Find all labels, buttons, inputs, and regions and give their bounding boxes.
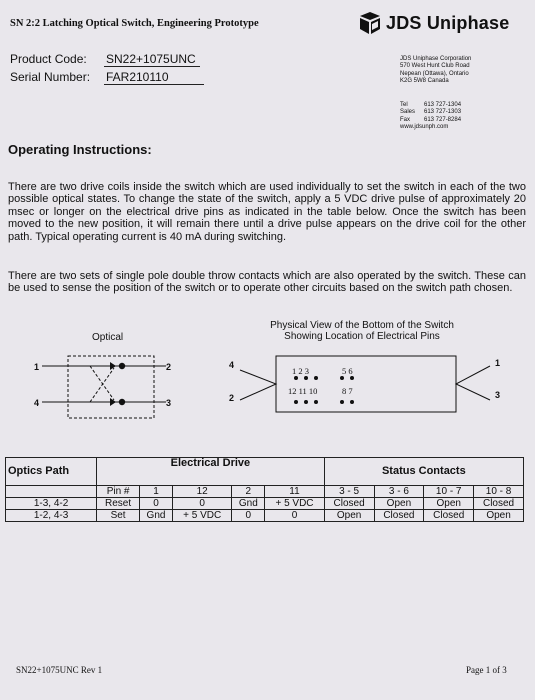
table-cell: Reset (97, 498, 140, 510)
electrical-drive-table (5, 457, 524, 522)
product-code-value: SN22+1075UNC (104, 52, 200, 67)
document-title: SN 2:2 Latching Optical Switch, Engineering Prototype (10, 18, 259, 29)
footer-page-number: Page 1 of 3 (466, 665, 507, 675)
table-cell: 1 (140, 486, 173, 498)
table-cell: Gnd (232, 498, 265, 510)
contact-value: 613 727-1303 (424, 109, 462, 116)
address-line: Nepean (Ottawa), Ontario (400, 70, 469, 77)
instructions-paragraph-2: There are two sets of single pole double throw contacts which are also operated by the switch. These can be used to sense the position of the switch or to operate other circuits based on the switch path chosen. (8, 270, 526, 295)
table-cell: Open (374, 498, 424, 510)
table-cell: 3 - 5 (324, 486, 374, 498)
table-cell (6, 486, 97, 498)
table-cell: Open (474, 510, 524, 522)
table-cell: Open (424, 498, 474, 510)
port-label: 1 (495, 358, 501, 368)
table-row (6, 486, 524, 498)
table-row (6, 510, 524, 522)
table-cell: 10 - 8 (474, 486, 524, 498)
company-logo (358, 12, 509, 34)
port-label: 3 (495, 390, 501, 400)
table-cell: + 5 VDC (265, 498, 324, 510)
table-cell: 0 (172, 498, 231, 510)
table-cell: 0 (265, 510, 324, 522)
table-header-row (6, 458, 524, 486)
table-cell: Closed (374, 510, 424, 522)
table-cell: Gnd (140, 510, 173, 522)
pin-labels-bottom-left: 12 11 10 (288, 386, 318, 396)
status-contacts-header: Status Contacts (324, 458, 523, 486)
port-label: 1 (34, 362, 40, 372)
contact-value: 613 727-8284 (424, 116, 462, 123)
address-line: K2G 5W8 Canada (400, 78, 449, 85)
pin-labels-top-left: 1 2 3 (292, 366, 309, 376)
table-cell: Pin # (97, 486, 140, 498)
brand-name: JDS Uniphase (386, 12, 510, 33)
serial-number-label: Serial Number: (10, 70, 91, 84)
physical-title-line: Physical View of the Bottom of the Switch (270, 320, 454, 331)
table-cell: 0 (232, 510, 265, 522)
physical-title-line: Showing Location of Electrical Pins (284, 331, 440, 342)
table-cell: 11 (265, 486, 324, 498)
optical-diagram-label: Optical (92, 332, 124, 343)
footer-part-number: SN22+1075UNC Rev 1 (16, 665, 103, 675)
table-cell: 3 - 6 (374, 486, 424, 498)
table-cell: 10 - 7 (424, 486, 474, 498)
address-line: 570 West Hunt Club Road (400, 63, 470, 70)
optics-path-header: Optics Path (6, 458, 97, 486)
table-cell: 12 (172, 486, 231, 498)
table-cell: Closed (324, 498, 374, 510)
table-cell: 1-2, 4-3 (6, 510, 97, 522)
table-cell: Closed (474, 498, 524, 510)
section-heading: Operating Instructions: (8, 142, 152, 157)
port-label: 3 (166, 398, 172, 408)
jds-logo-icon (358, 12, 382, 34)
address-line: JDS Uniphase Corporation (400, 56, 472, 62)
serial-number-value: FAR210110 (104, 70, 204, 85)
product-code-label: Product Code: (10, 52, 87, 66)
table-cell: Open (324, 510, 374, 522)
port-label: 4 (34, 398, 40, 408)
contact-label: Fax (400, 116, 411, 123)
electrical-drive-header: Electrical Drive (97, 458, 325, 486)
table-cell: Set (97, 510, 140, 522)
table-cell: + 5 VDC (172, 510, 231, 522)
port-label: 2 (166, 362, 172, 372)
port-label: 4 (229, 360, 235, 370)
pin-labels-bottom-right: 8 7 (342, 386, 353, 396)
pin-labels-top-right: 5 6 (342, 366, 353, 376)
table-cell: 0 (140, 498, 173, 510)
table-cell: Closed (424, 510, 474, 522)
contact-value: 613 727-1304 (424, 102, 462, 108)
table-cell: 2 (232, 486, 265, 498)
website: www.jdsunph.com (400, 124, 449, 131)
instructions-paragraph-1: There are two drive coils inside the switch which are used individually to set the switch in each of the two possible optical states. To change the state of the switch, apply a 5 VDC drive pulse of approximately 20 msec or longer on the electrical drive pins as indicated in the table below. Once the switch has been moved to the new position, it will remain there until a drive pulse appears on the drive coil for the other path. Typical operating current is 40 mA during switching. (8, 181, 526, 243)
contact-info (400, 102, 461, 132)
contact-label: Tel (400, 102, 408, 108)
table-row (6, 498, 524, 510)
company-address (400, 56, 471, 86)
physical-diagram-title (252, 320, 472, 342)
contact-label: Sales (400, 109, 416, 116)
table-cell: 1-3, 4-2 (6, 498, 97, 510)
port-label: 2 (229, 393, 235, 403)
physical-diagram (232, 350, 507, 420)
